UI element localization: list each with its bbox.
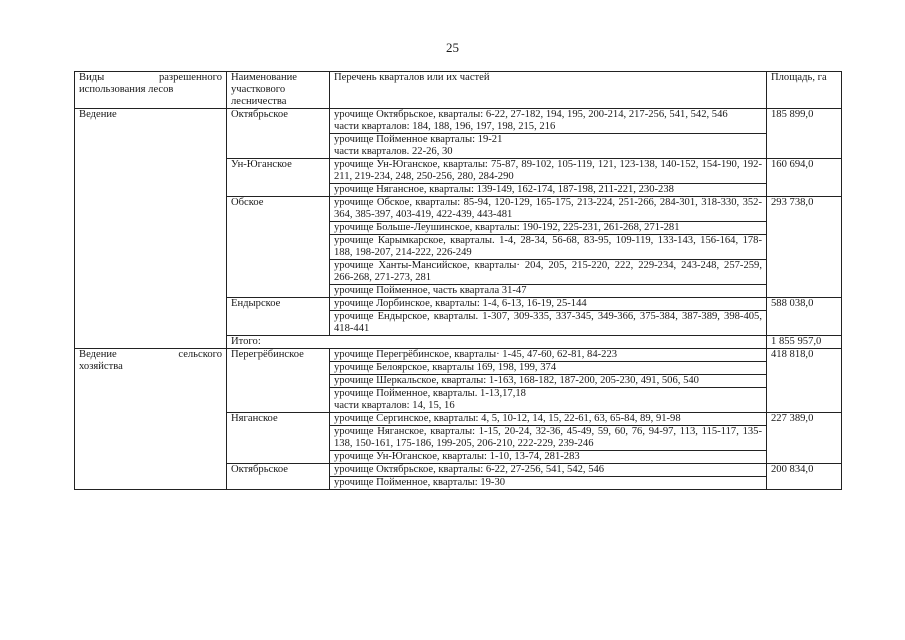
header-forestry: Наименование участкового лесничества <box>227 72 330 109</box>
quarters-line: урочище Ун-Юганское, кварталы: 75-87, 89-102, 105-119, 121, 123-138, 140-152, 154-190, 192-211, 219-234, 248, 250-256, 280, 284-290 <box>334 159 762 182</box>
quarters-cell <box>330 235 767 260</box>
quarters-cell <box>330 464 767 477</box>
quarters-line: урочище Шеркальское, кварталы: 1-163, 168-182, 187-200, 205-230, 491, 506, 540 <box>334 375 699 386</box>
quarters-cell <box>330 134 767 159</box>
quarters-line: урочище Октябрьское, кварталы: 6-22, 27-182, 194, 195, 200-214, 217-256, 541, 542, 546 <box>334 109 728 120</box>
quarters-line: урочище Пойменное, кварталы: 19-30 <box>334 477 506 488</box>
quarters-cell <box>330 222 767 235</box>
forestry-name-cell: Перегрёбинское <box>227 349 330 413</box>
quarters-line: урочище Пойменное, кварталы. 1-13,17,18 <box>334 388 526 399</box>
quarters-line: части кварталов: 184, 188, 196, 197, 198, 215, 216 <box>334 121 556 132</box>
quarters-cell <box>330 451 767 464</box>
permitted-use-line: хозяйства <box>79 361 123 372</box>
forestry-name-cell: Ун-Юганское <box>227 159 330 197</box>
forestry-name-cell: Обское <box>227 197 330 298</box>
quarters-cell <box>330 388 767 413</box>
forestry-name-cell: Октябрьское <box>227 109 330 159</box>
forestry-name-cell: Няганское <box>227 413 330 464</box>
quarters-line: урочище Обское, кварталы: 85-94, 120-129, 165-175, 213-224, 251-266, 284-301, 318-330, 352-364, 385-397, 403-419, 422-439, 443-481 <box>334 197 762 220</box>
forestry-name-cell: Октябрьское <box>227 464 330 490</box>
forestry-name-cell: Ендырское <box>227 298 330 336</box>
area-cell: 185 899,0 <box>767 109 842 159</box>
quarters-cell <box>330 413 767 426</box>
area-cell: 418 818,0 <box>767 349 842 413</box>
quarters-line: урочище Больше-Леушинское, кварталы: 190-192, 225-231, 261-268, 271-281 <box>334 222 680 233</box>
quarters-cell <box>330 311 767 336</box>
area-cell: 200 834,0 <box>767 464 842 490</box>
quarters-cell <box>330 349 767 362</box>
table-header-row <box>75 72 842 109</box>
area-cell: 588 038,0 <box>767 298 842 336</box>
quarters-cell <box>330 285 767 298</box>
area-cell: 293 738,0 <box>767 197 842 298</box>
forest-use-table <box>74 71 842 490</box>
quarters-cell <box>330 298 767 311</box>
quarters-cell <box>330 184 767 197</box>
header-area: Площадь, га <box>767 72 842 109</box>
permitted-use-line: Ведение сельского <box>79 349 222 360</box>
quarters-line: урочище Пойменное, часть квартала 31-47 <box>334 285 527 296</box>
quarters-line: урочище Белоярское, кварталы 169, 198, 199, 374 <box>334 362 557 373</box>
quarters-cell <box>330 197 767 222</box>
total-area: 1 855 957,0 <box>767 336 842 349</box>
quarters-cell <box>330 109 767 134</box>
table-body <box>75 109 842 490</box>
quarters-line: урочище Перегрёбинское, кварталы· 1-45, 47-60, 62-81, 84-223 <box>334 349 618 360</box>
quarters-line: урочище Ханты-Мансийское, кварталы· 204, 205, 215-220, 222, 229-234, 243-248, 257-259, 266-268, 271-273, 281 <box>334 260 762 283</box>
permitted-use-cell <box>75 349 227 490</box>
table-row <box>75 109 842 134</box>
area-cell: 160 694,0 <box>767 159 842 197</box>
quarters-cell <box>330 362 767 375</box>
quarters-cell <box>330 477 767 490</box>
header-quarters: Перечень кварталов или их частей <box>330 72 767 109</box>
quarters-line: урочище Октябрьское, кварталы: 6-22, 27-256, 541, 542, 546 <box>334 464 605 475</box>
quarters-line: урочище Лорбинское, кварталы: 1-4, 6-13, 16-19, 25-144 <box>334 298 587 309</box>
quarters-cell <box>330 426 767 451</box>
quarters-line: части кварталов: 14, 15, 16 <box>334 400 455 411</box>
area-cell: 227 389,0 <box>767 413 842 464</box>
page-number: 25 <box>446 40 459 55</box>
quarters-line: урочище Карымкарское, кварталы. 1-4, 28-34, 56-68, 83-95, 109-119, 133-143, 156-164, 178-188, 198-207, 214-222, 226-249 <box>334 235 762 258</box>
permitted-use-line: Ведение <box>79 109 117 120</box>
quarters-line: урочище Ендырское, кварталы. 1-307, 309-335, 337-345, 349-366, 375-384, 387-389, 398-405, 418-441 <box>334 311 762 334</box>
quarters-cell <box>330 260 767 285</box>
quarters-line: урочище Пойменное кварталы: 19-21 <box>334 134 503 145</box>
total-label: Итого: <box>227 336 767 349</box>
quarters-line: урочище Сергинское, кварталы: 4, 5, 10-12, 14, 15, 22-61, 63, 65-84, 89, 91-98 <box>334 413 681 424</box>
permitted-use-cell <box>75 109 227 349</box>
header-permitted-use: Виды разрешенного использования лесов <box>75 72 227 109</box>
table-row <box>75 349 842 362</box>
quarters-cell <box>330 159 767 184</box>
quarters-cell <box>330 375 767 388</box>
quarters-line: части кварталов. 22-26, 30 <box>334 146 453 157</box>
quarters-line: урочище Ун-Юганское, кварталы: 1-10, 13-74, 281-283 <box>334 451 580 462</box>
quarters-line: урочище Нягансное, кварталы: 139-149, 162-174, 187-198, 211-221, 230-238 <box>334 184 674 195</box>
quarters-line: урочище Няганское, кварталы: 1-15, 20-24, 32-36, 45-49, 59, 60, 76, 94-97, 113, 115-117, 135-138, 150-161, 175-186, 199-205, 206-210, 222-229, 239-246 <box>334 426 762 449</box>
